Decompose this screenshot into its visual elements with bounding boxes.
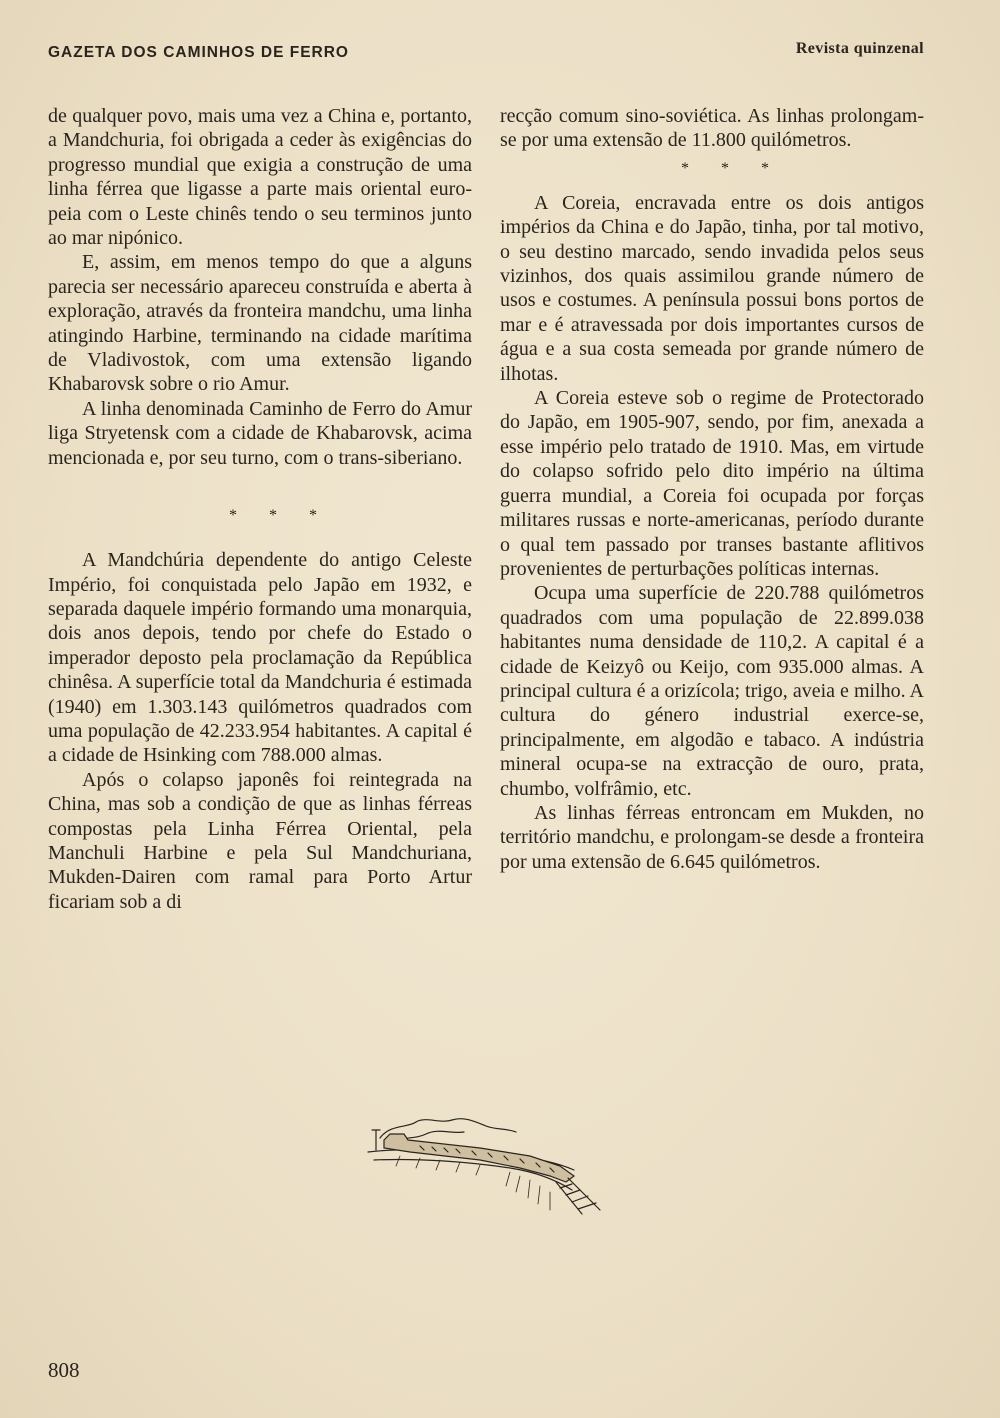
left-column (48, 104, 472, 914)
running-head (48, 40, 924, 68)
section-separator: * * * (229, 507, 331, 525)
right-column (500, 104, 924, 874)
publication-frequency: Revista quinzenal (795, 40, 924, 57)
paragraph: E, assim, em menos tempo do que a alguns parecia ser necessário apareceu construída e aberta à exploração, através da fronteira mandchu, uma linha atingindo Harbine, terminando na cidade marítima de Vladivostok, com uma extensão ligando Khabarovsk sobre o rio Amur. (48, 251, 472, 396)
paragraph: Ocupa uma superfície de 220.788 quilómetros quadrados com uma população de 22.899.038 habitantes numa densidade de 110,2. A capital é a cidade de Keizyô ou Keijo, com 935.000 almas. A principal cultura é a orizícola; trigo, aveia e milho. A cultura do género industrial exerce-se, principalmente, em algodão e tabaco. A indústria mineral ocupa-se na extracção de ouro, prata, chumbo, volfrâmio, etc. (500, 582, 924, 800)
paragraph: A Coreia, encravada entre os dois antigos impérios da China e do Japão, tinha, por tal motivo, o seu destino marcado, sendo invadida pelos seus vizinhos, dos quais assimilou grande número de usos e costumes. A península possui bons portos de mar e é atravessada por dois importantes cursos de água e a sua costa semeada por grande número de ilhotas. (500, 191, 924, 385)
page-number: 808 (48, 1358, 80, 1382)
paragraph: As linhas férreas entroncam em Mukden, no território mandchu, e prolongam-se desde a fronteira por uma extensão de 6.645 quilómetros. (500, 801, 924, 873)
paragraph: A Mandchúria dependente do antigo Celeste Império, foi conquistada pelo Japão em 1932, e separada daquele império formando uma monarquia, dois anos depois, tendo por chefe do Estado o imperador deposto pela proclamação da República chinêsa. A superfície total da Mandchuria é estimada (1940) em 1.303.143 quilómetros quadrados com uma população de 42.233.954 habitantes. A capital é a cidade de Hsinking com 788.000 almas. (48, 549, 472, 767)
paragraph: de qualquer povo, mais uma vez a China e, portanto, a Mandchuria, foi obrigada a ceder às exigências do progresso mundial que exigia a construção de uma linha férrea que ligasse a parte mais oriental europeia com o Leste chinês tendo o seu terminos junto ao mar nipónico. (48, 105, 472, 250)
section-separator: * * * (681, 159, 783, 177)
paragraph: A linha denominada Caminho de Ferro do Amur liga Stryetensk com a cidade de Khabarovsk, acima mencionada e, por seu turno, com o trans-siberiano. (48, 397, 472, 469)
train-vignette-illustration (360, 1110, 620, 1230)
publication-title: GAZETA DOS CAMINHOS DE FERRO (48, 44, 349, 61)
paragraph: recção comum sino-soviética. As linhas prolongam-se por uma extensão de 11.800 quilómetros. (500, 105, 924, 152)
paragraph: Após o colapso japonês foi reintegrada na China, mas sob a condição de que as linhas férreas compostas pela Linha Férrea Oriental, pela Manchuli Harbine e pela Sul Mandchuriana, Mukden-Dairen com ramal para Porto Artur ficariam sob a di (48, 768, 472, 913)
paragraph: A Coreia esteve sob o regime de Protectorado do Japão, em 1905-907, sendo, por fim, anexada a esse império pelo tratado de 1910. Mas, em virtude do colapso sofrido pelo dito império na última guerra mundial, a Coreia foi ocupada por forças militares russas e norte-americanas, período durante o qual tem passado por transes bastante aflitivos provenientes de perturbações políticas internas. (500, 387, 924, 580)
